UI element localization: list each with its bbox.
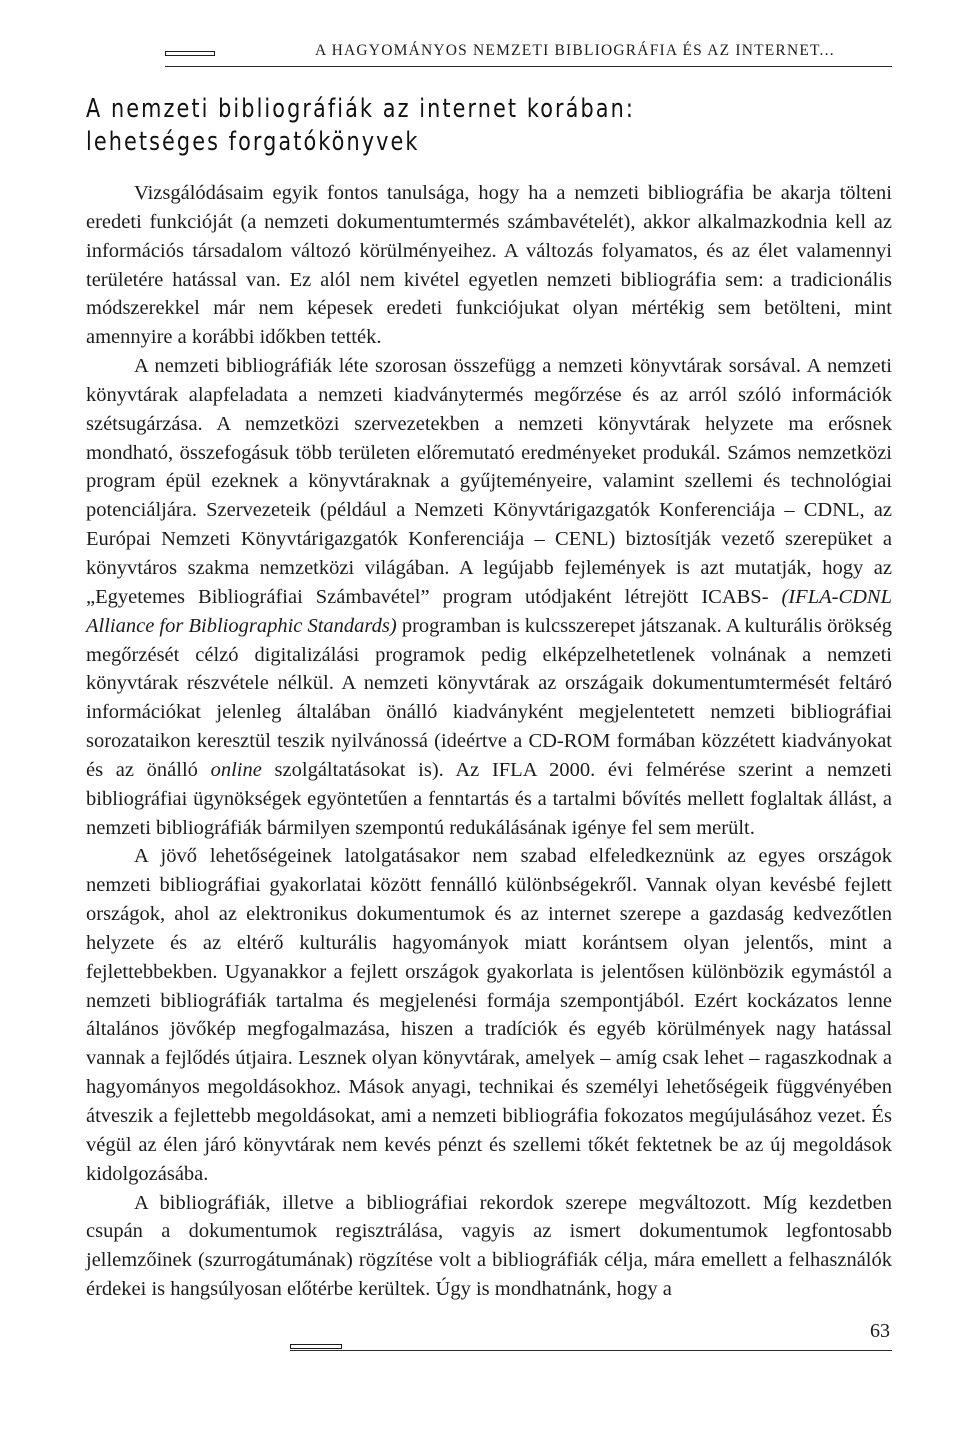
paragraph-text: A bibliográfiák, illetve a bibliográfiai rekordok szerepe megváltozott. Míg kezdetben csupán a dokumentumok regisztrálása, vagyis az ismert dokumentumok legfontosabb jellemzőinek (szurrogátumának) rögzítése volt a bibliográfiák célja, mára emellett a felhasználók érdekei is hangsúlyosan előtérbe kerültek. Úgy is mondhatnánk, hogy a bbox=[86, 1191, 892, 1301]
section-title-line-1: A nemzeti bibliográfiák az internet korában: bbox=[86, 94, 635, 124]
footer-ornament bbox=[290, 1344, 342, 1349]
header-ornament bbox=[165, 51, 215, 56]
paragraph bbox=[86, 352, 892, 842]
header-rule bbox=[165, 66, 892, 67]
running-title: A HAGYOMÁNYOS NEMZETI BIBLIOGRÁFIA ÉS AZ INTERNET... bbox=[315, 42, 835, 59]
page-number: 63 bbox=[870, 1320, 890, 1342]
paragraph bbox=[86, 842, 892, 1188]
italic-text: online bbox=[210, 758, 262, 781]
paragraph bbox=[86, 1189, 892, 1304]
running-header bbox=[165, 38, 892, 68]
body-text bbox=[86, 179, 892, 1304]
paragraph-text: programban is kulcsszerepet játszanak. A kulturális örökség megőrzését célzó digitalizálási programok pedig elképzelhetetlenek volnának a nemzeti könyvtárak részvétele nélkül. A nemzeti könyvtárak az országaik dokumentumtermését feltáró információkat jelenleg általában önálló kiadványként megjelentetett nemzeti bibliográfiai sorozataikon keresztül teszik nyilvánossá (ideértve a CD-ROM formában közzétett kiadványokat és az önálló bbox=[86, 614, 892, 781]
footer-rule bbox=[290, 1350, 892, 1351]
paragraph-text: A nemzeti bibliográfiák léte szorosan összefügg a nemzeti könyvtárak sorsával. A nemzeti könyvtárak alapfeladata a nemzeti kiadványtermés megőrzése és az arról szóló információk szétsugárzása. A nemzetközi szervezetekben a nemzeti könyvtárak helyzete ma erősnek mondható, összefogásuk több területen előremutató eredményeket produkál. Számos nemzetközi program épül ezeknek a könyvtáraknak a gyűjteményeire, valamint szellemi és technológiai potenciáljára. Szervezeteik (például a Nemzeti Könyvtárigazgatók Konferenciája – CDNL, az Európai Nemzeti Könyvtárigazgatók Konferenciája – CENL) biztosítják vezető szerepüket a könyvtáros szakma nemzetközi világában. A legújabb fejlemények is azt mutatják, hogy az „Egyetemes Bibliográfiai Számbavétel” program utódjaként létrejött ICABS- bbox=[86, 355, 892, 608]
paragraph bbox=[86, 179, 892, 352]
paragraph-text: szolgáltatásokat is). Az IFLA 2000. évi felmérése szerint a nemzeti bibliográfiai ügynökségek egyöntetűen a fenntartás és a tartalmi bővítés mellett foglaltak állást, a nemzeti bibliográfiák bármilyen szempontú redukálásának igénye fel sem merült. bbox=[86, 758, 893, 839]
section-title bbox=[86, 93, 726, 159]
paragraph-text: Vizsgálódásaim egyik fontos tanulsága, hogy ha a nemzeti bibliográfia be akarja tölteni eredeti funkcióját (a nemzeti dokumentumtermés számbavételét), akkor alkalmazkodnia kell az információs társadalom változó körülményeihez. A változás folyamatos, és az élet valamennyi területére hatással van. Ez alól nem kivétel egyetlen nemzeti bibliográfia sem: a tradicionális módszerekkel már nem képesek eredeti funkciójukat olyan mértékig sem betölteni, mint amennyire a korábbi időkben tették. bbox=[86, 182, 892, 349]
paragraph-text: A jövő lehetőségeinek latolgatásakor nem szabad elfeledkeznünk az egyes országok nemzeti bibliográfiai gyakorlatai között fennálló különbségekről. Vannak olyan kevésbé fejlett országok, ahol az elektronikus dokumentumok és az internet szerepe a gazdaság kedvezőtlen helyzete és az eltérő kulturális hagyományok miatt korántsem olyan jelentős, mint a fejlettebbekben. Ugyanakkor a fejlett országok gyakorlata is jelentősen különbözik egymástól a nemzeti bibliográfiák tartalma és megjelenési formája szempontjából. Ezért kockázatos lenne általános jövőkép megfogalmazása, hiszen a tradíciók és egyéb körülmények nagy hatással vannak a fejlődés útjaira. Lesznek olyan könyvtárak, amelyek – amíg csak lehet – ragaszkodnak a hagyományos megoldásokhoz. Mások anyagi, technikai és személyi lehetőségeik függvényében átveszik a fejlettebb megoldásokat, ami a nemzeti bibliográfia fokozatos megújulásához vezet. És végül az élen járó könyvtárak nem kevés pénzt és szellemi tőkét fektetnek be az új megoldások kidolgozásába. bbox=[86, 845, 892, 1185]
italic-text: (IFLA-CDNL Alliance for Bibliographic Standards) bbox=[86, 585, 892, 637]
section-title-line-2: lehetséges forgatókönyvek bbox=[86, 127, 420, 157]
